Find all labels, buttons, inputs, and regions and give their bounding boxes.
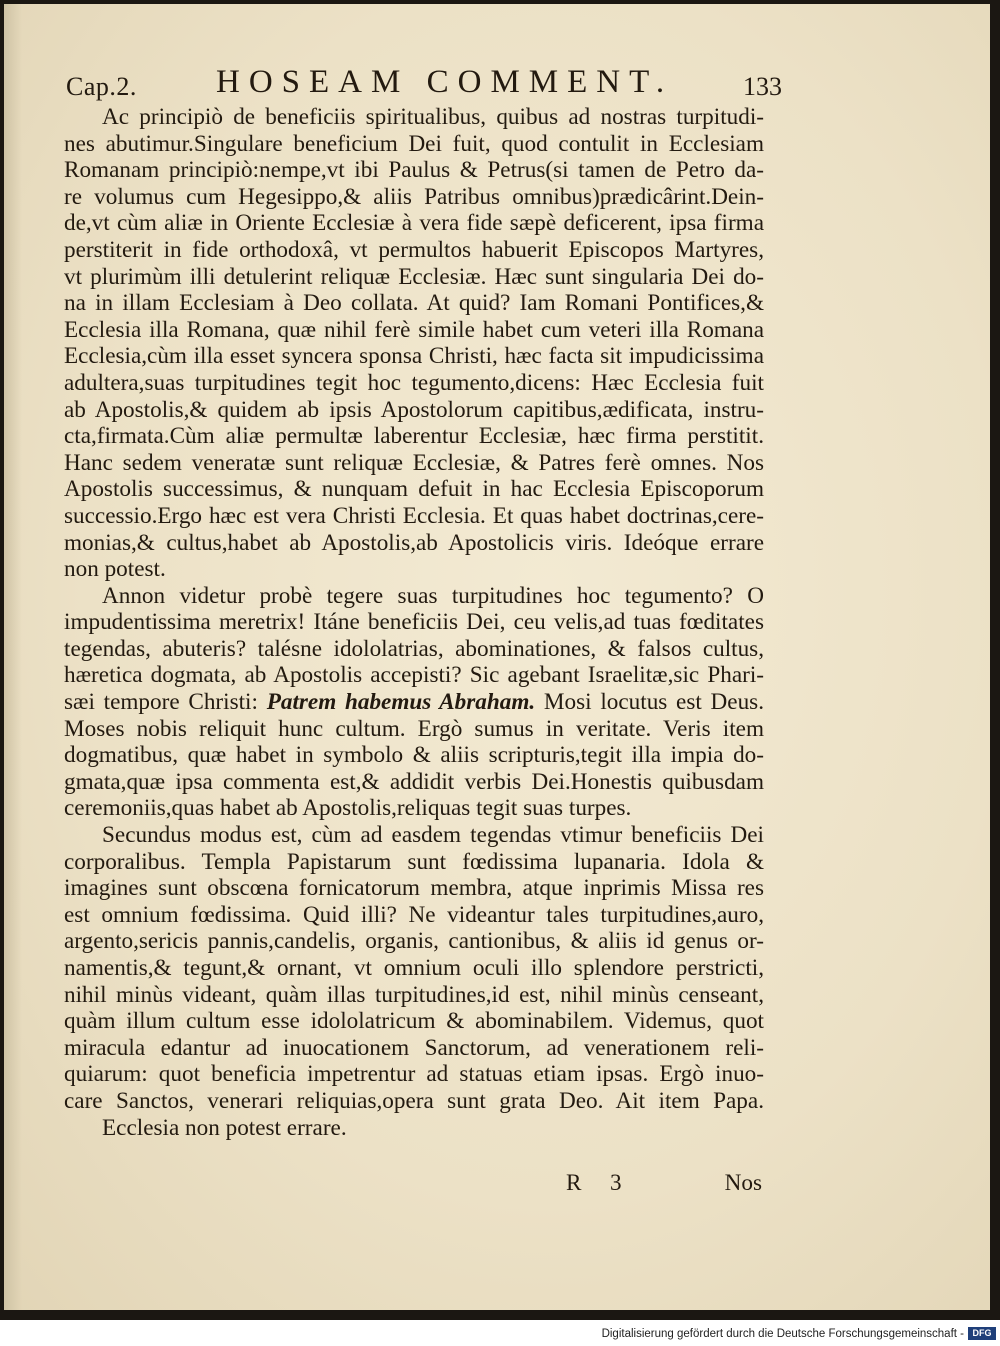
text-line: nes abutimur.Singulare beneficium Dei fuit, quod contulit in Ecclesiam [64, 130, 764, 157]
text-line: Ecclesia illa Romana, quæ nihil ferè simile habet cum veteri illa Romana [64, 316, 764, 343]
text-line: nihil minùs videant, quàm illas turpitudines,id est, nihil minùs censeant, [64, 981, 764, 1008]
text-line: adultera,suas turpitudines tegit hoc tegumento,dicens: Hæc Ecclesia fuit [64, 369, 764, 396]
paragraph-2 [64, 583, 764, 822]
text-line: hæretica dogmata, ab Apostolis accepisti? Sic agebant Israelitæ,sic Phari- [64, 662, 764, 689]
text-line: quàm illum cultum esse idololatricum & abominabilem. Videmus, quot [64, 1008, 764, 1035]
text-line: Secundus modus est, cùm ad easdem tegendas vtimur beneficiis Dei [102, 822, 764, 849]
text-segment: sæi tempore Christi: [64, 689, 267, 716]
text-line: re volumus cum Hegesippo,& aliis Patribus omnibus)prædicârint.Dein- [64, 183, 764, 210]
text-segment: Mosi locutus est Deus. [535, 689, 764, 716]
text-line: Apostolis successimus, & nunquam defuit in hac Ecclesia Episcoporum [64, 476, 764, 503]
text-line: miracula edantur ad inuocationem Sanctorum, ad venerationem reli- [64, 1034, 764, 1061]
running-header [66, 64, 782, 104]
paragraph-3 [64, 822, 764, 1141]
dfg-logo: DFG [968, 1327, 996, 1340]
funding-credit: Digitalisierung gefördert durch die Deutsche Forschungsgemeinschaft - [601, 1328, 964, 1340]
text-line: Ecclesia non potest errare. [102, 1114, 347, 1141]
text-line: na in illam Ecclesiam à Deo collata. At quid? Iam Romani Pontifices,& [64, 290, 764, 317]
text-line: de,vt cùm aliæ in Oriente Ecclesiæ à vera fide sæpè deficerent, ipsa firma [64, 210, 764, 237]
text-line: Hanc sedem veneratæ sunt reliquæ Ecclesiæ, & Patres ferè omnes. Nos [64, 449, 764, 476]
digitization-footer [0, 1320, 1000, 1346]
page-gutter-shadow [4, 4, 22, 1310]
text-line: Ecclesia,cùm illa esset syncera sponsa Christi, hæc facta sit impudicissima [64, 343, 764, 370]
text-line: corporalibus. Templa Papistarum sunt fœdissima lupanaria. Idola & [64, 848, 764, 875]
text-line: est omnium fœdissima. Quid illi? Ne videantur tales turpitudines,auro, [64, 901, 764, 928]
text-line: cta,firmata.Cùm aliæ permultæ laberentur Ecclesiæ, hæc firma perstitit. [64, 423, 764, 450]
text-line: vt plurimùm illi detulerint reliquæ Ecclesiæ. Hæc sunt singularia Dei do- [64, 263, 764, 290]
text-line: argento,sericis pannis,candelis, organis, cantionibus, & aliis id genus or- [64, 928, 764, 955]
text-line: tegendas, abuteris? talésne idololatrias, abominationes, & falsos cultus, [64, 635, 764, 662]
text-line: Romanam principiò:nempe,vt ibi Paulus & Petrus(si tamen de Petro da- [64, 157, 764, 184]
text-line: quiarum: quot beneficia impetrentur ad statuas etiam ipsas. Ergò inuo- [64, 1061, 764, 1088]
text-line: ab Apostolis,& quidem ab ipsis Apostolorum capitibus,ædificata, instru- [64, 396, 764, 423]
text-line: namentis,& tegunt,& ornant, vt omnium oculi illo splendore perstricti, [64, 955, 764, 981]
text-line: non potest. [64, 556, 166, 583]
text-line: perstiterit in fide orthodoxâ, vt permultos habuerit Episcopos Martyres, [64, 236, 764, 263]
text-line: impudentissima meretrix! Itáne beneficiis Dei, ceu velis,ad tuas fœditates [64, 609, 764, 636]
catchline [64, 1170, 764, 1200]
chapter-label: Cap.2. [66, 72, 137, 101]
signature-number: 3 [610, 1170, 622, 1196]
text-line: successio.Ergo hæc est vera Christi Ecclesia. Et quas habet doctrinas,cere- [64, 502, 764, 529]
signature-mark: R [566, 1170, 582, 1196]
text-line: ceremoniis,quas habet ab Apostolis,reliquas tegit suas turpes. [64, 795, 632, 822]
text-line: Annon videtur probè tegere suas turpitudines hoc tegumento? O [102, 582, 764, 609]
text-line: gmata,quæ ipsa commenta est,& addidit verbis Dei.Honestis quibusdam [64, 768, 764, 795]
page-number: 133 [743, 72, 782, 101]
text-line: imagines sunt obscœna fornicatorum membra, atque inprimis Missa res [64, 875, 764, 902]
text-line: Moses nobis reliquit hunc cultum. Ergò sumus in veritate. Veris item [64, 715, 764, 742]
text-line-with-quotation [64, 689, 764, 716]
catchword: Nos [724, 1170, 762, 1196]
running-title: HOSEAM COMMENT. [216, 64, 674, 100]
scripture-quotation: Patrem habemus Abraham. [266, 689, 536, 716]
text-line: care Sanctos, venerari reliquias,opera sunt grata Deo. Ait item Papa. [64, 1087, 764, 1114]
text-line: dogmatibus, quæ habet in symbolo & aliis scripturis,tegit illa impia do- [64, 742, 764, 769]
paragraph-1 [64, 104, 764, 583]
body-text [64, 104, 764, 1141]
text-line: Ac principiò de beneficiis spiritualibus, quibus ad nostras turpitudi- [102, 104, 764, 130]
text-line: monias,& cultus,habet ab Apostolis,ab Apostolicis viris. Ideóque errare [64, 529, 764, 556]
